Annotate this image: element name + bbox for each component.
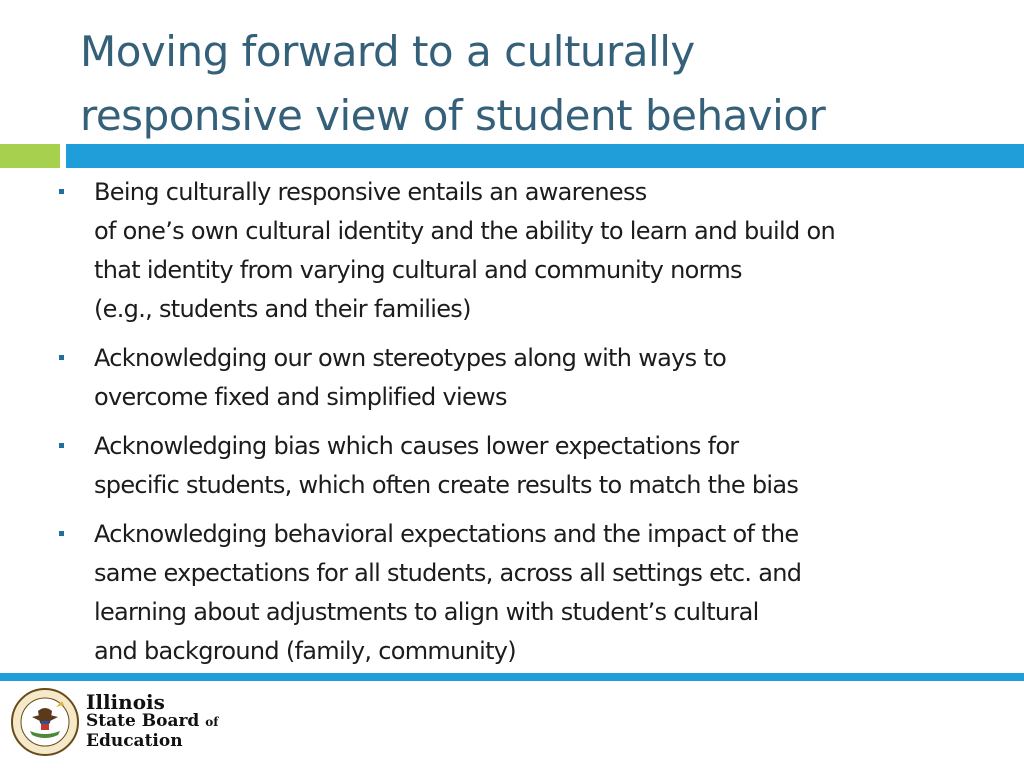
bullet-square-icon (59, 443, 64, 448)
bullet-text-line: same expectations for all students, across all settings etc. and (94, 559, 802, 587)
bullet-text-line: and background (family, community) (94, 637, 516, 665)
bullet-item-3 (56, 427, 1006, 505)
bullet-text-line: overcome fixed and simplified views (94, 383, 507, 411)
bullet-text-line: Acknowledging our own stereotypes along with ways to (94, 344, 727, 372)
bullet-item-2 (56, 339, 1006, 417)
bullet-text-line: specific students, which often create results to match the bias (94, 471, 799, 499)
logo-state-board-text: State Board (86, 711, 200, 731)
bullet-text-line: that identity from varying cultural and community norms (94, 256, 742, 284)
bullet-item-4 (56, 515, 1006, 671)
bullet-text-line: (e.g., students and their families) (94, 295, 471, 323)
slide-title (80, 20, 1000, 148)
title-accent-bar-blue (66, 144, 1024, 168)
state-seal-icon (10, 687, 80, 757)
bullet-text-line: learning about adjustments to align with student’s cultural (94, 598, 759, 626)
bullet-square-icon (59, 531, 64, 536)
logo-line-state-board (86, 712, 218, 732)
logo-line-education: Education (86, 731, 183, 751)
slide-title-line-2: responsive view of student behavior (80, 91, 826, 140)
bullet-list (56, 173, 1006, 681)
slide-title-line-1: Moving forward to a culturally (80, 27, 695, 76)
bullet-text-line: of one’s own cultural identity and the ability to learn and build on (94, 217, 835, 245)
footer-accent-bar (0, 673, 1024, 681)
bullet-item-1 (56, 173, 1006, 329)
bullet-square-icon (59, 189, 64, 194)
logo-line-illinois: Illinois (86, 690, 165, 714)
isbe-logo (10, 686, 218, 758)
bullet-text-line: Acknowledging behavioral expectations and the impact of the (94, 520, 799, 548)
logo-of-text: of (205, 715, 219, 729)
bullet-square-icon (59, 355, 64, 360)
bullet-text-line: Being culturally responsive entails an awareness (94, 178, 647, 206)
logo-wordmark (86, 690, 219, 751)
bullet-text-line: Acknowledging bias which causes lower expectations for (94, 432, 739, 460)
title-accent-bar-green (0, 144, 60, 168)
